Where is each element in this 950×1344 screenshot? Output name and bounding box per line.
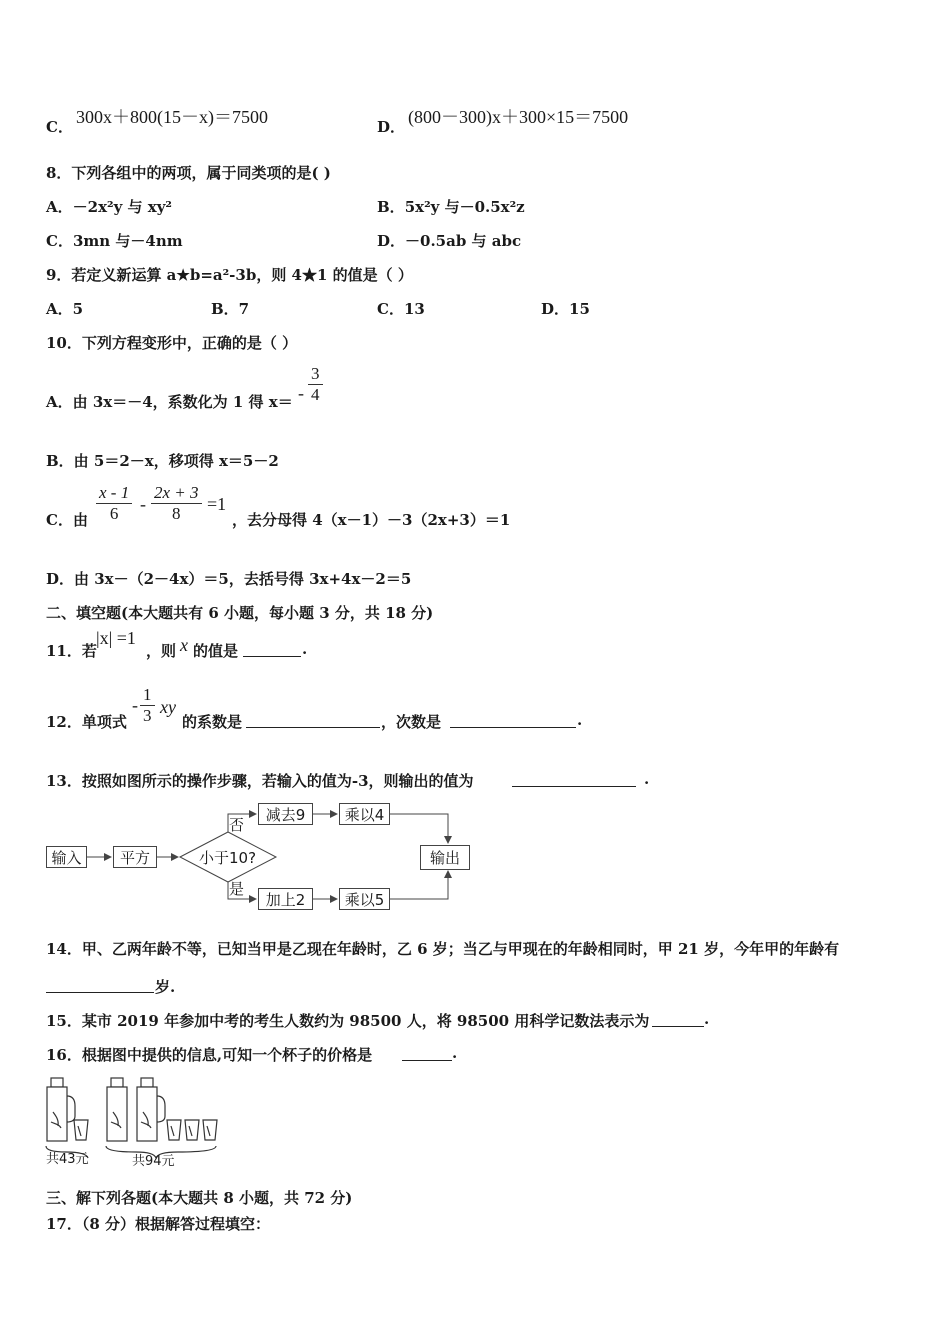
fraction-denominator: 3 <box>143 706 152 725</box>
q16-label-left: 共43元 <box>46 1152 89 1167</box>
fraction-numerator: 3 <box>308 364 323 385</box>
q10-option-c-equals: =1 <box>207 494 227 514</box>
fraction-numerator: 1 <box>140 685 155 706</box>
thermos-icon <box>107 1078 127 1141</box>
flow-yes-label: 是 <box>229 880 245 898</box>
section-3-title: 三、解下列各题(本大题共 8 小题，共 72 分) <box>46 1189 353 1207</box>
q8-option-b-text: 5x²y 与－0.5x²z <box>404 198 525 216</box>
flow-no-label: 否 <box>229 816 245 834</box>
thermos-icon <box>47 1078 75 1141</box>
flow-input-box: 输入 <box>46 846 87 868</box>
q8-option-c-text: 3mn 与－4nm <box>72 232 183 250</box>
q8-stem: 8．下列各组中的两项，属于同类项的是( ) <box>46 164 331 182</box>
cup-icon <box>203 1120 217 1140</box>
section-2-title: 二、填空题(本大题共有 6 小题，每小题 3 分，共 18 分) <box>46 604 434 622</box>
q8-option-b-label: B． <box>377 198 405 216</box>
q7-option-d-expr: (800－300)x＋300×15＝7500 <box>408 107 629 127</box>
q17-text: 17．（8 分）根据解答过程填空： <box>46 1215 271 1233</box>
fraction-denominator: 4 <box>311 385 320 404</box>
q13-stem: 13．按照如图所示的操作步骤，若输入的值为-3，则输出的值为 <box>46 772 474 790</box>
fraction-denominator: 6 <box>109 504 119 523</box>
q11-var: x <box>180 635 188 655</box>
fraction-numerator: x - 1 <box>96 483 132 504</box>
q10-option-a-text: A．由 3x＝－4，系数化为 1 得 x＝ <box>46 393 293 411</box>
q12-mid: 的系数是 <box>182 713 243 731</box>
q13-end: . <box>644 770 650 788</box>
q7-option-c-label: C． <box>46 118 73 136</box>
q10-option-a-sign: - <box>298 383 304 403</box>
q7-option-d-label: D． <box>377 118 406 136</box>
q9-option-a: A．5 <box>46 300 84 318</box>
fraction-numerator: 2x + 3 <box>151 483 202 504</box>
cup-icon <box>74 1120 88 1140</box>
q14-line2-suffix: 岁. <box>155 978 176 996</box>
q10-option-d: D．由 3x－（2－4x）＝5，去括号得 3x+4x－2＝5 <box>46 570 412 588</box>
q9-stem: 9．若定义新运算 a★b=a²-3b，则 4★1 的值是（ ） <box>46 266 413 284</box>
q7-option-c-expr: 300x＋800(15－x)＝7500 <box>76 107 268 127</box>
q10-option-b: B．由 5＝2－x，移项得 x＝5－2 <box>46 452 279 470</box>
flow-decision-label: 小于10? <box>199 849 257 867</box>
flow-times4-box: 乘以4 <box>339 803 390 825</box>
q8-option-a-text: －2x²y 与 xy² <box>72 198 172 216</box>
q12-end: . <box>577 711 583 729</box>
q8-option-a-label: A． <box>46 198 73 216</box>
q10-option-c-minus: - <box>140 494 146 514</box>
cup-icon <box>185 1120 199 1140</box>
q16-end: . <box>452 1044 458 1062</box>
q11-abs-expr: |x| =1 <box>96 628 136 648</box>
q10-stem: 10．下列方程变形中，正确的是（ ） <box>46 334 298 352</box>
q15-end: . <box>704 1010 710 1028</box>
q11-suffix: 的值是 <box>193 642 239 660</box>
q16-label-right: 共94元 <box>132 1154 175 1169</box>
q16-answer-blank[interactable] <box>402 1046 452 1061</box>
flow-output-box: 输出 <box>420 845 470 870</box>
q9-option-c: C．13 <box>377 300 425 318</box>
flow-square-box: 平方 <box>113 846 157 868</box>
q8-option-d-label: D． <box>377 232 406 250</box>
q10-option-c-suffix: ，去分母得 4（x－1）－3（2x+3）＝1 <box>232 511 511 529</box>
q15-answer-blank[interactable] <box>652 1012 704 1027</box>
fraction-denominator: 8 <box>172 504 181 523</box>
q12-mid2: ，次数是 <box>381 713 442 731</box>
q12-prefix: 12．单项式 <box>46 713 127 731</box>
flow-plus2-box: 加上2 <box>258 888 313 910</box>
q11-end: . <box>302 640 308 658</box>
q15-text: 15．某市 2019 年参加中考的考生人数约为 98500 人，将 98500 用科学记数法表示为 <box>46 1012 650 1030</box>
thermos-icon <box>137 1078 165 1141</box>
flow-times5-box: 乘以5 <box>339 888 390 910</box>
q8-option-c-label: C． <box>46 232 73 250</box>
q8-option-d-text: －0.5ab 与 abc <box>405 232 522 250</box>
q14-answer-blank[interactable] <box>46 978 154 993</box>
q12-var: xy <box>160 697 176 717</box>
q9-option-d: D．15 <box>541 300 590 318</box>
cup-icon <box>167 1120 181 1140</box>
q11-mid: ，则 <box>146 642 177 660</box>
q10-option-c-prefix: C．由 <box>46 511 88 529</box>
q12-sign: - <box>132 695 138 715</box>
q14-line1: 14．甲、乙两年龄不等，已知当甲是乙现在年龄时，乙 6 岁；当乙与甲现在的年龄相同时，甲 21 岁，今年甲的年龄有 <box>46 940 840 958</box>
flow-minus9-box: 减去9 <box>258 803 313 825</box>
q16-text: 16．根据图中提供的信息,可知一个杯子的价格是 <box>46 1046 373 1064</box>
q9-option-b: B．7 <box>211 300 250 318</box>
q11-prefix: 11．若 <box>46 642 97 660</box>
